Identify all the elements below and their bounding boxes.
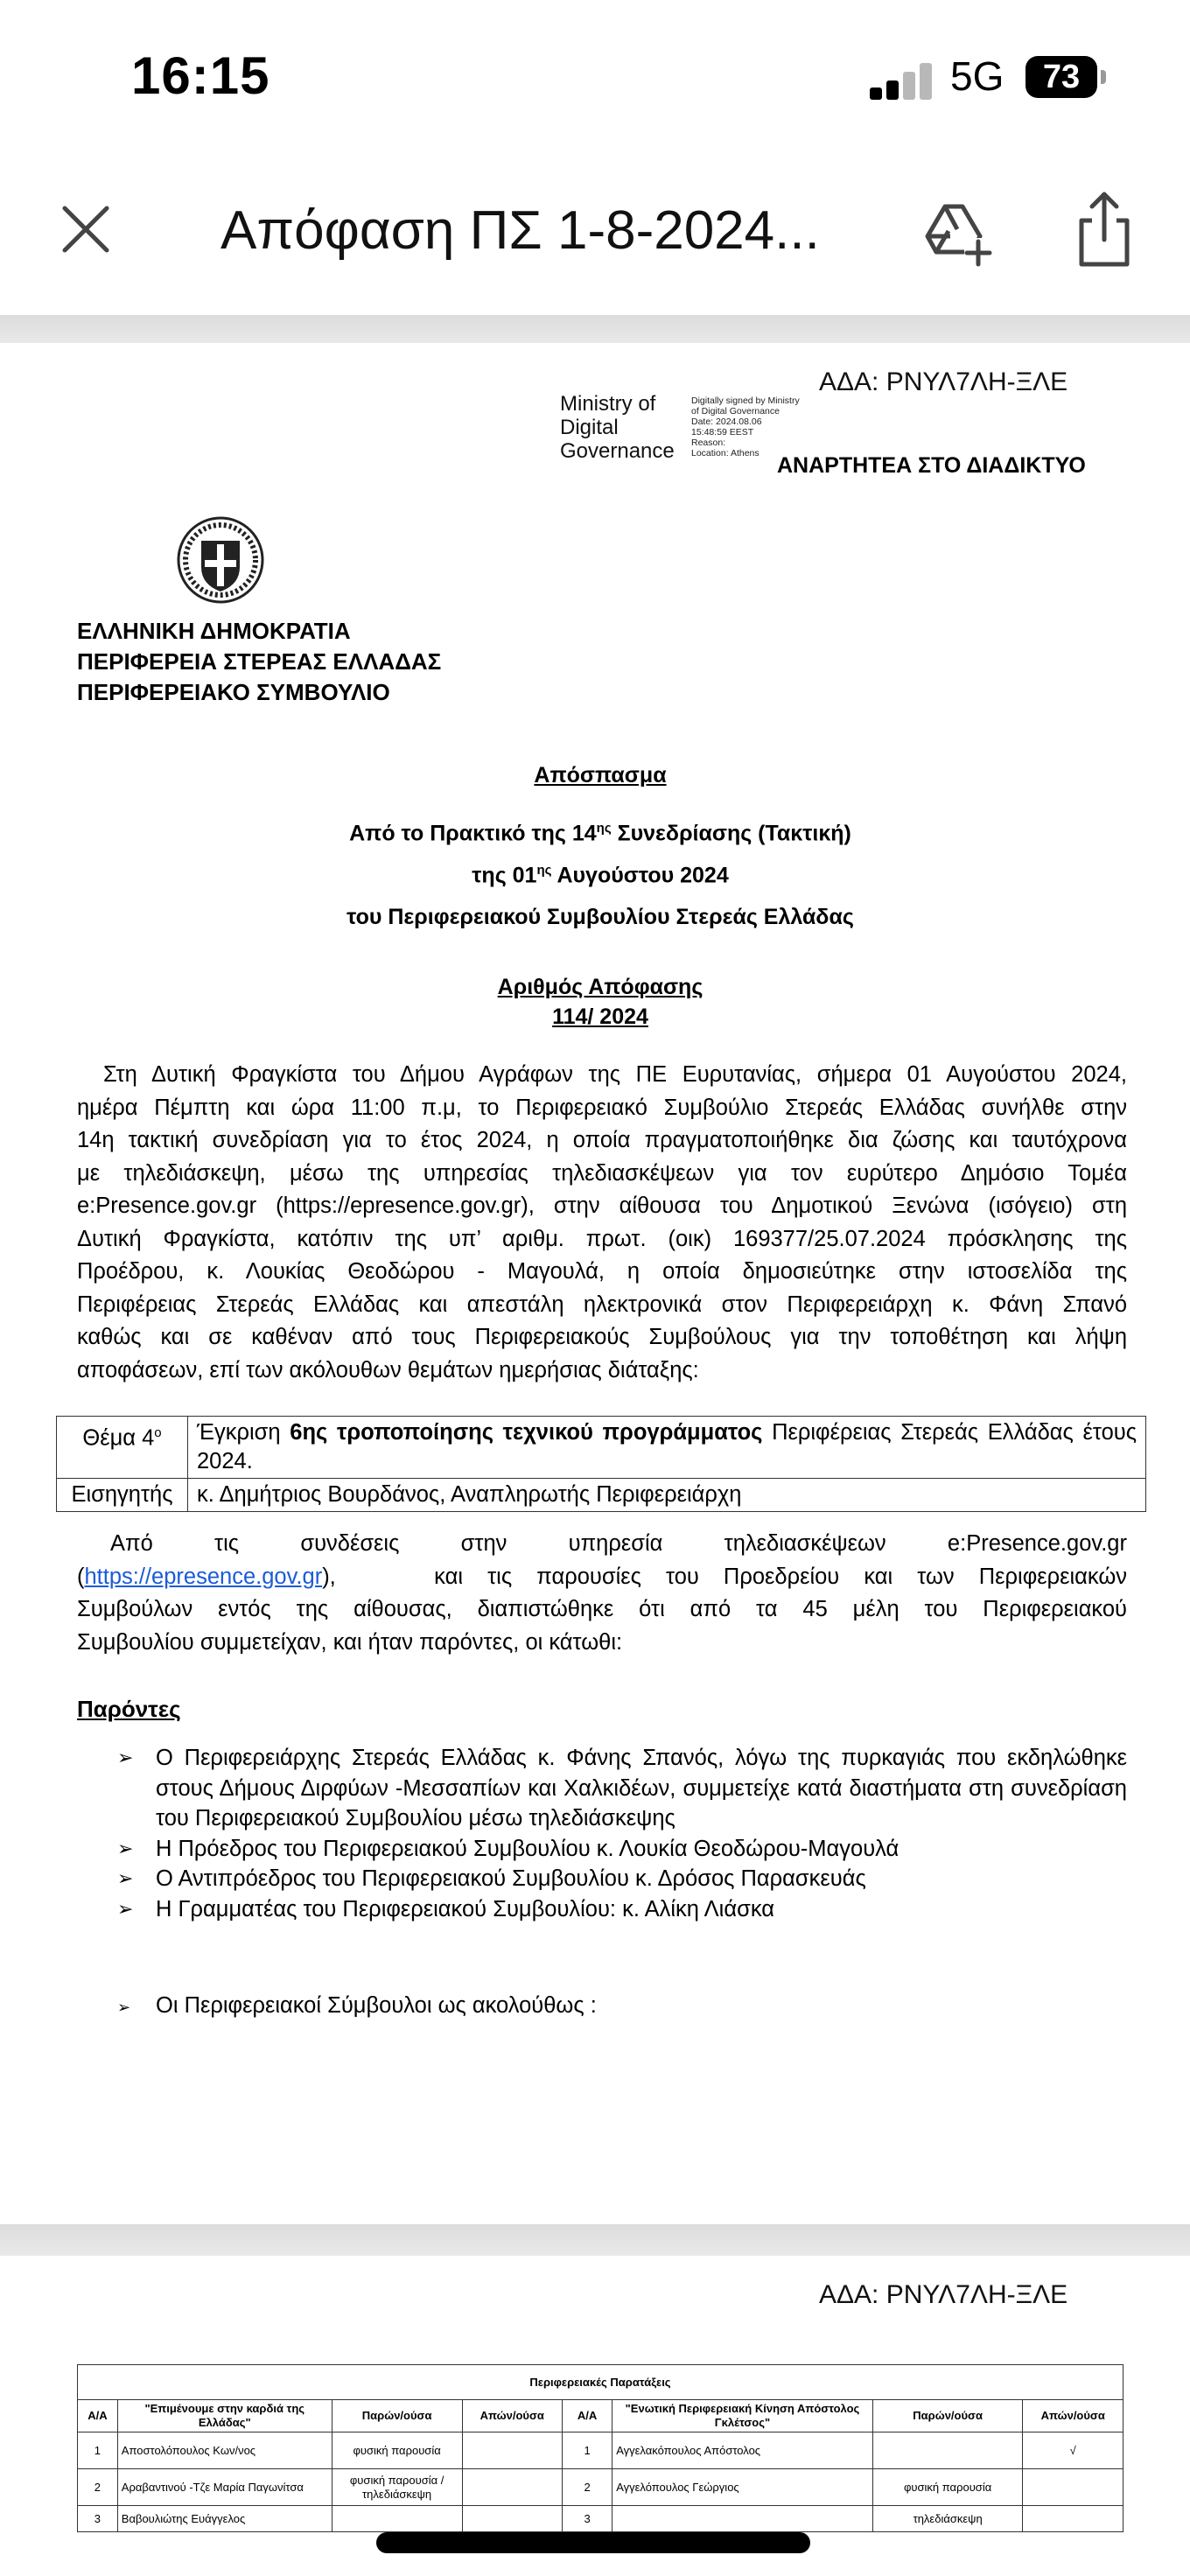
column-header: "Ενωτική Περιφερειακή Κίνηση Απόστολος Γκλέτσος": [612, 2400, 873, 2432]
network-type: 5G: [950, 53, 1004, 99]
column-header: Παρών/ούσα: [872, 2400, 1023, 2432]
table-cell: Βαβουλιώτης Ευάγγελος: [117, 2506, 332, 2532]
share-icon: [1069, 189, 1139, 270]
date-heading-text: της 01: [472, 863, 537, 888]
list-item-text: Η Πρόεδρος του Περιφερειακού Συμβουλίου κ. Λουκία Θεοδώρου-Μαγουλά: [156, 1836, 900, 1861]
paragraph-line: καθώς και σε καθέναν από τους Περιφερειακούς Συμβούλους για την τοποθέτηση και λήψη: [77, 1325, 1127, 1349]
table-cell: 2: [78, 2469, 118, 2506]
subject-row: [57, 1417, 1146, 1479]
ministry-line: Digital: [560, 416, 619, 439]
table-cell: φυσική παρουσία /τηλεδιάσκεψη: [332, 2469, 462, 2506]
document-page-2: [0, 2256, 1190, 2576]
digital-signature: [691, 396, 800, 458]
subject-text-part: Περιφέρειας Στερεάς Ελλάδας έτους 2024.: [197, 1420, 1137, 1474]
paragraph-line: Δυτική Φραγκίστα, κατόπιν της υπ’ αριθμ. πρωτ. (οικ) 169377/25.07.2024 πρόσκλησης της: [77, 1226, 1127, 1251]
arrow-bullet-icon: ➢: [117, 1867, 134, 1889]
table-cell: τηλεδιάσκεψη: [872, 2506, 1023, 2532]
paragraph-line: Περιφέρειας Στερεάς Ελλάδας και απεστάλη ηλεκτρονικά στον Περιφερειάρχη κ. Φάνη Σπανό: [77, 1292, 1127, 1317]
list-item: [117, 1864, 1127, 1894]
councilors-intro: [117, 1993, 1127, 2019]
superscript: ης: [536, 863, 552, 878]
table-cell: [612, 2506, 873, 2532]
table-cell: [872, 2432, 1023, 2469]
minutes-heading: [5, 821, 1190, 846]
status-time: 16:15: [131, 46, 270, 105]
subject-text: [188, 1417, 1146, 1479]
decision-number: 114/ 2024: [552, 1004, 648, 1029]
table-cell: Αραβαντινού -Τζε Μαρία Παγωνίτσα: [117, 2469, 332, 2506]
table-cell: 3: [562, 2506, 612, 2532]
table-cell: 2: [562, 2469, 612, 2506]
minutes-heading-text: Από το Πρακτικό της 14: [349, 821, 597, 846]
table-row: [78, 2506, 1124, 2532]
table-cell: Αγγελόπουλος Γεώργιος: [612, 2469, 873, 2506]
organization-header: [77, 616, 441, 708]
table-title: Περιφερειακές Παρατάξεις: [78, 2365, 1124, 2400]
close-button[interactable]: [52, 196, 119, 262]
superscript: ο: [154, 1425, 162, 1440]
intro-paragraph: [77, 1059, 1127, 1387]
greek-emblem-icon: [175, 514, 266, 606]
table-row: [78, 2469, 1124, 2506]
date-heading-text: Αυγούστου 2024: [551, 863, 729, 888]
paragraph-line: με τηλεδιάσκεψη, μέσω της υπηρεσίας τηλεδιασκέψεων για τον ευρύτερο Δημόσιο Τομέα: [77, 1160, 1127, 1186]
column-header: Απών/ούσα: [1023, 2400, 1124, 2432]
paragraph-line: ημέρα Πέμπτη και ώρα 11:00 π.μ, το Περιφερειακό Συμβούλιο Στερεάς Ελλάδας συνήλθε στην: [77, 1095, 1127, 1120]
signal-icon: [870, 61, 933, 100]
org-line: ΠΕΡΙΦΕΡΕΙΑ ΣΤΕΡΕΑΣ ΕΛΛΑΔΑΣ: [77, 648, 442, 675]
list-item: [117, 1834, 1127, 1865]
share-button[interactable]: [1069, 189, 1139, 270]
battery-nub: [1101, 70, 1106, 84]
rapporteur-name: κ. Δημήτριος Βουρδάνος, Αναπληρωτής Περιφερειάρχη: [188, 1479, 1146, 1512]
connections-paragraph: Από τις συνδέσεις στην υπηρεσία τηλεδιασκέψεων e:Presence.gov.gr (https://epresence.gov.gr), και τις παρουσίες του Προεδρείου και των Περιφερειακών Συμβούλων εντός της αίθουσας, διαπιστώθηκε ότι από τα 45 μέλη του Περιφερειακού Συμβουλίου συμμετείχαν, και ήταν παρόντες, οι κάτωθι:: [77, 1528, 1127, 1659]
subject-text-part: Έγκριση: [197, 1420, 290, 1445]
table-cell: [462, 2432, 562, 2469]
arrow-bullet-icon: ➢: [117, 1837, 134, 1859]
ministry-stamp: [560, 392, 675, 463]
table-cell: [332, 2506, 462, 2532]
paragraph-line: Στη Δυτική Φραγκίστα του Δήμου Αγράφων της ΠΕ Ευρυτανίας, σήμερα 01 Αυγούστου 2024,: [103, 1062, 1127, 1087]
arrow-bullet-icon: ➢: [117, 1897, 134, 1920]
document-title: Απόφαση ΠΣ 1-8-2024...: [220, 200, 820, 261]
document-page-1: [0, 343, 1190, 2224]
paragraph-line: Συμβούλων εντός της αίθουσας, διαπιστώθηκε ότι από τα 45 μέλη του Περιφερειακού: [77, 1597, 1127, 1621]
paragraph-line: Προέδρου, κ. Λουκίας Θεοδώρου - Μαγουλά, η οποία δημοσιεύτηκε στην ιστοσελίδα της: [77, 1259, 1127, 1284]
table-cell: 1: [562, 2432, 612, 2469]
table-title-row: [78, 2365, 1124, 2400]
subject-label-text: Θέμα 4: [82, 1425, 155, 1451]
paragraph-line: Συμβουλίου συμμετείχαν, και ήταν παρόντες, οι κάτωθι:: [77, 1629, 623, 1655]
ada-code: ΑΔΑ: ΡΝΥΛ7ΛΗ-ΞΛΕ: [819, 368, 1068, 396]
list-item-text: Ο Περιφερειάρχης Στερεάς Ελλάδας κ. Φάνης Σπανός, λόγω της πυρκαγιάς που εκδηλώθηκε στους Δήμους Διρφύων -Μεσσαπίων και Χαλκιδέων, συμμετείχε κατά διαστήματα στη συνεδρίαση του Περιφερειακού Συμβουλίου μέσω τηλεδιάσκεψης: [156, 1746, 1127, 1830]
org-line: ΕΛΛΗΝΙΚΗ ΔΗΜΟΚΡΑΤΙΑ: [77, 618, 351, 644]
list-item-text: Ο Αντιπρόεδρος του Περιφερειακού Συμβουλίου κ. Δρόσος Παρασκευάς: [156, 1866, 866, 1891]
arrow-bullet-icon: ➢: [117, 1998, 131, 2016]
table-cell: 3: [78, 2506, 118, 2532]
subject-text-bold: 6ης τροποποίησης τεχνικού προγράμματος: [290, 1420, 763, 1445]
column-header: "Επιμένουμε στην καρδιά της Ελλάδας": [117, 2400, 332, 2432]
signature-line: Date: 2024.08.06: [691, 416, 762, 427]
column-header: Α/Α: [78, 2400, 118, 2432]
signature-line: Location: Athens: [691, 448, 760, 458]
decision-label: Αριθμός Απόφασης: [497, 975, 704, 999]
paragraph-line: 14η τακτική συνεδρίαση για το έτος 2024, η οποία πραγματοποιήθηκε δια ζώσης και ταυτόχρονα: [77, 1128, 1127, 1152]
ministry-line: Governance: [560, 439, 675, 463]
page-gap: [0, 315, 1190, 343]
table-cell: [462, 2469, 562, 2506]
list-item-text: Η Γραμματέας του Περιφερειακού Συμβουλίου: κ. Αλίκη Λιάσκα: [156, 1896, 775, 1922]
council-heading: του Περιφερειακού Συμβουλίου Στερεάς Ελλάδας: [346, 905, 854, 929]
close-icon: [52, 196, 119, 262]
paragraph-line: e:Presence.gov.gr (https://epresence.gov.gr), στην αίθουσα του Δημοτικού Ξενώνα (ισόγειο) στη: [77, 1194, 1127, 1218]
table-cell: φυσική παρουσία: [872, 2469, 1023, 2506]
signature-line: 15:48:59 EEST: [691, 427, 754, 438]
subject-table: [56, 1416, 1146, 1512]
table-cell: √: [1023, 2432, 1124, 2469]
arrow-bullet-icon: ➢: [117, 1746, 134, 1768]
ada-code: ΑΔΑ: ΡΝΥΛ7ΛΗ-ΞΛΕ: [819, 2280, 1068, 2309]
list-item: [117, 1894, 1127, 1925]
column-header: Παρών/ούσα: [332, 2400, 462, 2432]
present-heading: Παρόντες: [77, 1696, 181, 1722]
viewer-toolbar: [0, 149, 1190, 315]
table-row: [78, 2432, 1124, 2469]
subject-label: [57, 1417, 188, 1479]
rapporteur-label: Εισηγητής: [57, 1479, 188, 1512]
paragraph-line: Από τις συνδέσεις στην υπηρεσία τηλεδιασκέψεων e:Presence.gov.gr: [110, 1531, 1127, 1556]
redaction-mark: [376, 2532, 810, 2553]
ministry-line: Ministry of: [560, 392, 656, 416]
table-cell: φυσική παρουσία: [332, 2432, 462, 2469]
battery-icon: 73: [1026, 56, 1097, 98]
publish-notice: ΑΝΑΡΤΗΤΕΑ ΣΤΟ ΔΙΑΔΙΚΤΥΟ: [777, 453, 1086, 478]
apospasma-heading: Απόσπασμα: [534, 763, 667, 788]
status-bar: [0, 0, 1190, 149]
table-cell: [1023, 2469, 1124, 2506]
signature-line: of Digital Governance: [691, 406, 780, 416]
table-cell: 1: [78, 2432, 118, 2469]
epresence-link[interactable]: https://epresence.gov.gr: [84, 1564, 323, 1589]
add-to-drive-icon: [919, 194, 994, 270]
date-heading: [5, 863, 1190, 888]
org-line: ΠΕΡΙΦΕΡΕΙΑΚΟ ΣΥΜΒΟΥΛΙΟ: [77, 679, 390, 705]
table-cell: Αγγελακόπουλος Απόστολος: [612, 2432, 873, 2469]
superscript: ης: [596, 821, 612, 836]
column-header: Α/Α: [562, 2400, 612, 2432]
present-list: [117, 1743, 1127, 1924]
table-cell: [1023, 2506, 1124, 2532]
add-to-drive-button[interactable]: [919, 194, 994, 270]
paragraph-text: ),: [322, 1564, 336, 1589]
table-header-row: [78, 2400, 1124, 2432]
paragraph-line: αποφάσεων, επί των ακόλουθων θεμάτων ημερήσιας διάταξης:: [77, 1357, 699, 1382]
signature-line: Digitally signed by Ministry: [691, 396, 800, 406]
page-gap: [0, 2224, 1190, 2256]
table-cell: Αποστολόπουλος Κων/νος: [117, 2432, 332, 2469]
signature-line: Reason:: [691, 438, 726, 448]
councilors-intro-text: Οι Περιφερειακοί Σύμβουλοι ως ακολούθως :: [156, 1993, 597, 2018]
factions-table: [77, 2364, 1124, 2532]
table-cell: [462, 2506, 562, 2532]
rapporteur-row: [57, 1479, 1146, 1512]
list-item: [117, 1743, 1127, 1834]
column-header: Απών/ούσα: [462, 2400, 562, 2432]
paragraph-text: και τις παρουσίες του Προεδρείου και των Περιφερειακών: [434, 1564, 1127, 1589]
minutes-heading-text: Συνεδρίασης (Τακτική): [611, 821, 851, 846]
